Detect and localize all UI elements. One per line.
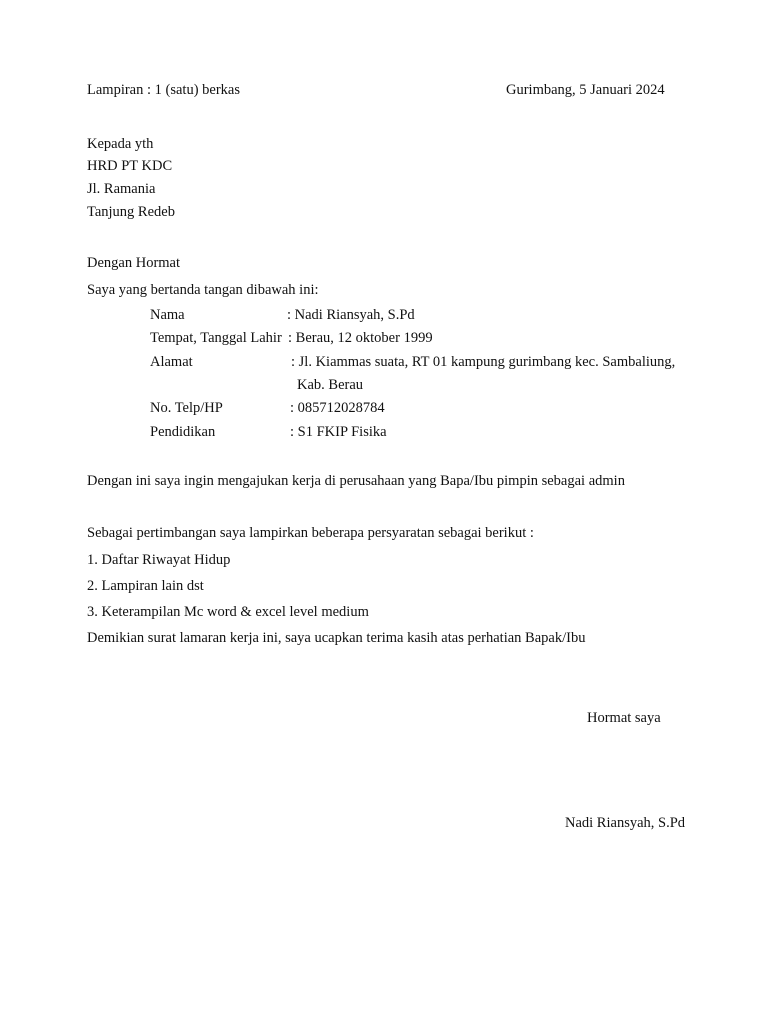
- phone-value: : 085712028784: [290, 400, 385, 416]
- list-item: 3. Keterampilan Mc word & excel level medium: [87, 604, 369, 620]
- birth-value: : Berau, 12 oktober 1999: [288, 330, 433, 346]
- greeting: Dengan Hormat: [87, 255, 181, 271]
- phone-label: No. Telp/HP: [150, 400, 223, 416]
- attachments-intro: Sebagai pertimbangan saya lampirkan beberapa persyaratan sebagai berikut :: [87, 525, 534, 541]
- signature-name: Nadi Riansyah, S.Pd: [565, 815, 686, 831]
- education-label: Pendidikan: [150, 424, 216, 440]
- application-statement: Dengan ini saya ingin mengajukan kerja di perusahaan yang Bapa/Ibu pimpin sebagai admin: [87, 473, 625, 489]
- recipient-line-3: Jl. Ramania: [87, 181, 156, 197]
- name-value: : Nadi Riansyah, S.Pd: [287, 307, 415, 323]
- name-label: Nama: [150, 307, 185, 323]
- recipient-line-4: Tanjung Redeb: [87, 204, 175, 220]
- place-date: Gurimbang, 5 Januari 2024: [506, 82, 665, 98]
- list-item: 1. Daftar Riwayat Hidup: [87, 552, 231, 568]
- education-value: : S1 FKIP Fisika: [290, 424, 387, 440]
- attachment-line: Lampiran : 1 (satu) berkas: [87, 82, 241, 98]
- recipient-line-1: Kepada yth: [87, 136, 154, 152]
- closing-statement: Demikian surat lamaran kerja ini, saya ucapkan terima kasih atas perhatian Bapak/Ibu: [87, 630, 586, 646]
- list-item: 2. Lampiran lain dst: [87, 578, 204, 594]
- birth-label: Tempat, Tanggal Lahir: [150, 330, 282, 346]
- address-value-continued: Kab. Berau: [297, 377, 364, 393]
- address-value: : Jl. Kiammas suata, RT 01 kampung gurimbang kec. Sambaliung,: [291, 354, 676, 370]
- recipient-line-2: HRD PT KDC: [87, 158, 173, 174]
- intro-text: Saya yang bertanda tangan dibawah ini:: [87, 282, 319, 298]
- address-label: Alamat: [150, 354, 193, 370]
- signature-salutation: Hormat saya: [587, 710, 661, 726]
